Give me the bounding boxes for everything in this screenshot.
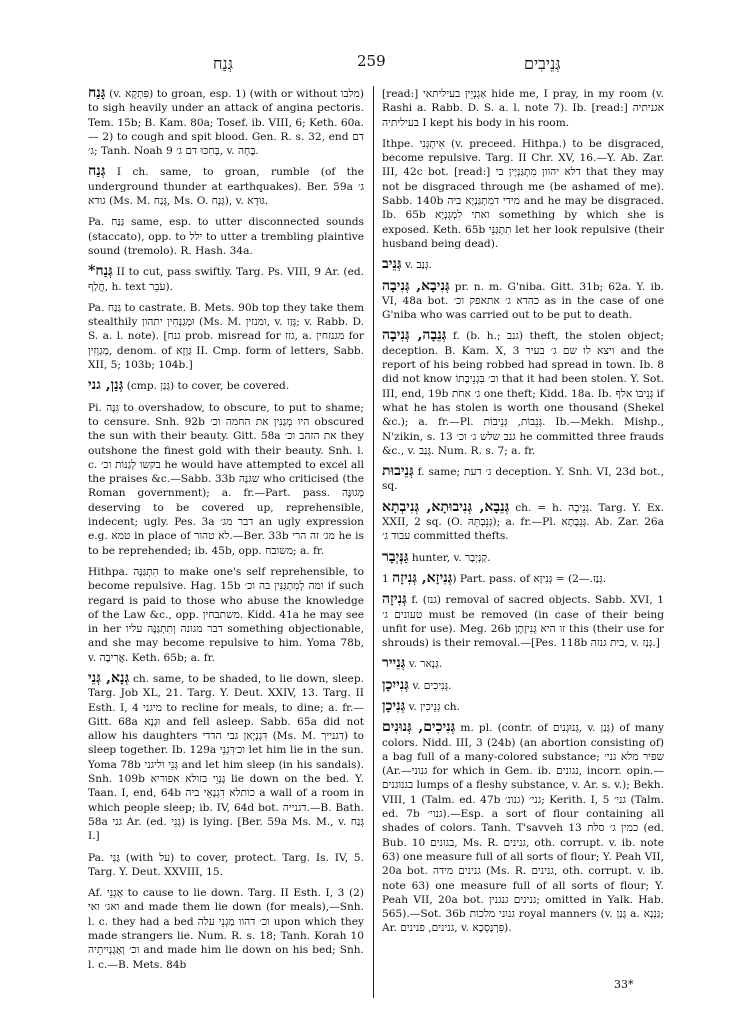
- dictionary-entry: [88, 86, 364, 158]
- entry-text: pr. n. m. G'niba. Gitt. 31b; 62a. Y. ib. VI, 48a bot. כהדא ג׳ אתאפק וכ׳ as in the case of one G'niba who was carried out to be put to death.: [382, 280, 664, 322]
- dictionary-entry: [382, 592, 664, 650]
- entry-text: I ch. same, to groan, rumble (of the underground thunder at earthquakes). Ber. 59a ג׳ גודא (Ms. M. גָּנַח, Ms. O. גְּנָח), v. גּוּדָא.: [88, 166, 364, 208]
- page-number: 259: [357, 52, 386, 70]
- entry-headword: *גְּנַח: [88, 263, 113, 280]
- entry-headword: גְּנֵבָא, גְּנִיבוּתָא, גְּנִיבְתָא: [382, 498, 510, 515]
- entry-text: f. same; ג׳ דעת deception. Y. Snh. VI, 23d bot., sq.: [382, 466, 664, 493]
- dictionary-entry: [88, 378, 364, 393]
- dictionary-entry: [88, 564, 364, 665]
- entry-text: Pa. גַּנַּח same, esp. to utter disconnected sounds (staccato), opp. to ילל to utter a trembling plaintive sound (tremolo). R. Hash. 34a.: [88, 216, 364, 257]
- entry-text: Hithpa. הִתְגַּנָּה to make one's self reprehensible, to become repulsive. Hag. 15b ומה לְמִתְגַּנִּין בה וכ׳ if such regard is paid to those who abuse the knowledge of the Law &c., opp. משתבחין. Kidd. 41a he may see in her דבר מגונה וְתִתְגַּנֶּה עליו something objectionable, and she may become repulsive to him. Yoma 78b, v. אֲרִיבָה. Keth. 65b; a. fr.: [88, 565, 364, 664]
- dictionary-entry: [88, 164, 364, 208]
- entry-headword: גְּנִיכִים, גְּנוּנִים: [382, 719, 456, 736]
- dictionary-entry: [88, 300, 364, 372]
- left-column: [88, 86, 364, 978]
- entry-headword: גְּנִיכָן: [382, 697, 406, 714]
- entry-text: ch. same, to be shaded, to lie down, sleep. Targ. Job XL, 21. Targ. Y. Deut. XXIV, 13. Targ. II Esth. I, 4 מיגני to recline for meals, to dine; a. fr.— Gitt. 68a וּגְנָא and fell asleep. Sabb. 65a did not allow his daughters דִּגְנְיָאן גבי הדדי (Ms. M. דגנייך) to sleep together. Ib. 129a וכ׳דִּגְנֵי let him lie in the sun. Yoma 78b גְּנֵי וליגני and let him sleep (in his sandals). Snh. 109b גָּנְוֵי בזולא אפוריא lie down on the bed. Y. Taan. I, end, 64b כותלא דִגְנָאֵי ביה a wall of a room in which people sleep; ib. IV, 64d bot. דגנייה.—B. Bath. 58a גני Ar. (ed. גָּנֵי) is lying. [Ber. 59a Ms. M., v. גְּנַח I.]: [88, 672, 365, 843]
- entry-headword: גְּנִיבָא, גְּנִיבָה: [382, 277, 450, 294]
- entry-text: 1) Part. pass. of גְּנַז.—2) = גְּנִיזָא.: [382, 572, 607, 585]
- dictionary-entry: [382, 464, 664, 494]
- dictionary-entry: [382, 279, 664, 323]
- right-column: [382, 86, 664, 942]
- dictionary-entry: [88, 400, 364, 558]
- dictionary-entry: [382, 136, 664, 251]
- entry-headword: גָּנַח: [88, 85, 106, 101]
- entry-text: v. גְּנֵיכִין ch.: [408, 700, 460, 713]
- column-divider: [373, 86, 374, 998]
- entry-headword: גְּנַן, גני: [88, 377, 124, 394]
- dictionary-entry: [382, 656, 664, 671]
- entry-headword: גַּנְּיְבָר: [382, 548, 409, 565]
- dictionary-entry: [88, 850, 364, 880]
- entry-headword: גְּנֵיב: [382, 256, 402, 273]
- dictionary-entry: [382, 571, 664, 586]
- dictionary-entry: [382, 550, 664, 565]
- entry-headword: גְּנִייִכָן: [382, 676, 409, 693]
- entry-text: m. pl. (contr. of גְּנוּגְנִים, v. גָּנַן) of many colors. Nidd. III, 3 (24b) (an abortion consisting of) a bag full of a many-colored substance; שפיר מלא גני׳ (Ar.—גנוני for which in Gem. ib. נגונים, incorr. opin.— בגנוגנים lumps of a fleshy substance, v. Ar. s. v.); Bekh. VIII, 1 (Talm. ed. 47b גנונ׳) גני׳; Kerith. I, 5 גני׳ (Talm. ed. 7b גנוי׳).—Esp. a sort of flour containing all shades of colors. Tanh. T'savveh 13 כמין ג׳ סלת (ed. Bub. 10 בגונים, Ms. R. גנינים, oth. corrupt. v. ib. note 63) one measure full of all sorts of flour; Y. Peah VII, 20a bot. גנינים מידה (Ms. R. גנינים, oth. corrupt. v. ib. note 63) one measure full of all sorts of flour; Y. Peah VII, 20a bot. גנינים גנגנין; omitted in Yalk. Hab. 565).—Sot. 36b גנוני מלכות royal manners (v. גָּנַן a. גַּנְנָא; Ar. גנינים, פנינים, v. פִּרְנָסְכָא).: [382, 722, 665, 935]
- header-left-word: גְּנַח: [213, 54, 233, 73]
- dictionary-entry: [88, 671, 364, 844]
- entry-headword: גְּנָא, גְּנֵי: [88, 669, 130, 686]
- entry-text: ch. = h. גְּנֵיבָה. Targ. Y. Ex. XXII, 2 sq. (O. גְּנֵבְתֵּהּ); a. fr.—Pl. גְּנֵבָתָא. Ab. Zar. 26a עבוד ג׳ committed thefts.: [382, 501, 665, 543]
- dictionary-entry: [382, 257, 664, 272]
- dictionary-entry: [382, 500, 664, 544]
- entry-text: [read:] אַגְנְיֵין בעיליתאי hide me, I pray, in my room (v. Rashi a. Rabb. D. S. a. l. note 7). Ib. [read:] אגניתיה בעיליתיה I kept his body in his room.: [382, 88, 664, 129]
- entry-text: Pa. גַּנַּח to castrate. B. Mets. 90b top they take them stealthily וּמְגַנְּחִין יתהון (Ms. M. ומנזין, v. גְּזַז; v. Rabb. D. S. a. l. note). [גנח prob. misread for גזז, a. מגנזחין for מְגַוְזִין, denom. of גַּוְזָא II. Cmp. form of letters, Sabb. XII, 5; 103b; 104b.]: [88, 301, 364, 372]
- entry-headword: גְּנַח: [88, 163, 106, 180]
- entry-text: f. (b. h.; גנב) theft, the stolen object; deception. B. Kam. X, 3 ויצא לו שם ג׳ בעיר and the report of his being robbed had spread in town. Ib. 8 did not know וכ׳ בִּגְנֵיבָתוֹ that it had been stolen. Y. Sot. III, end, 19b ג׳ אחת one theft; Kidd. 18a. Ib. גְּנֵיבוֹ אלף if what he has stolen is worth one thousand (Shekel &c.); a. fr.—Pl. גְּנֵבוֹת, גְּנֵיבוֹת. Ib.—Mekh. Mishp., N'zikin, s. 13 גנב שלש ג׳ וכ׳ he committed three frauds &c., v. גְּנַב. Num. R. s. 7; a. fr.: [382, 330, 665, 457]
- entry-text: v. גְּנָאר.: [408, 658, 443, 671]
- entry-headword: גְּנֵיבוּת: [382, 463, 414, 480]
- signature-mark: 33*: [614, 978, 634, 991]
- entry-headword: גְּנִיזָה: [382, 591, 407, 608]
- dictionary-entry: [382, 678, 664, 693]
- dictionary-entry: [382, 328, 664, 458]
- entry-headword: גְּנִיזָא, גְּנִיזָה: [392, 569, 453, 586]
- entry-headword: גְּנֵבָה, גְּנִיבָה: [382, 327, 447, 344]
- dictionary-entry: [88, 885, 364, 972]
- entry-text: v. גְּנַב.: [404, 259, 432, 272]
- entry-text: (cmp. גָּנַן) to cover, be covered.: [126, 380, 290, 393]
- entry-text: v. גְּנִיכִים.: [412, 679, 452, 692]
- entry-text: Af. אַגְנֵי to cause to lie down. Targ. II Esth. I, 3 (2) ואג׳ ואי and made them lie down (for meals),—Snh. l. c. they had a bed וכ׳ דהוו מַגְנֵי עלה upon which they made strangers lie. Num. R. s. 18; Tanh. Korah 10 וכ׳ וְאַגְנְיִיתֵיה and made him lie down on his bed; Snh. l. c.—B. Mets. 84b: [88, 887, 364, 971]
- dictionary-entry: [382, 699, 664, 714]
- dictionary-entry: [382, 720, 664, 935]
- dictionary-entry: [88, 264, 364, 294]
- entry-text: Ithpe. אִיתְגְּנִי (v. preceed. Hithpa.) to be disgraced, become repulsive. Targ. II Chr. XV, 16.—Y. Ab. Zar. III, 42c bot. [read:] דלא יהוון מִתְגַּנְיָין בי that they may not be disgraced through me (be ashamed of me). Sabb. 140b מידי דמִתְגַּנְיָא ביה and he may be disgraced. Ib. 65b ואתי לִמְגְנְיָא something by which she is exposed. Keth. 65b תִתְגַּנֵּי let her look repulsive (their husband being dead).: [382, 137, 665, 250]
- entry-text: hunter, v. קַנְיְבָר.: [411, 551, 491, 564]
- entry-text: (v. פִּתְקָא) to groan, esp. 1) (with or without מלבו) to sigh heavily under an attack of angina pectoris. Tem. 15b; B. Kam. 80a; Tosef. ib. VIII, 6; Keth. 60a.— 2) to cough and spit blood. Gen. R. s. 32, end דם ג׳; Tanh. Noah 9 בְּחִכּוּ דם ג׳, v. בָּחָה.: [88, 88, 364, 158]
- header-right-word: גְּנֵיבִים: [524, 54, 561, 73]
- entry-text: f. (גנז) removal of sacred objects. Sabb. XVI, 1 טעונים ג׳ must be removed (in case of their being unfit for use). Meg. 26b זו היא גְּנִיזָתָן this (their use for shrouds) is their removal.—[Pes. 118b בית גנזה, v. גְּנַז.]: [382, 594, 664, 650]
- entry-headword: גְּנֵייר: [382, 655, 406, 672]
- entry-text: II to cut, pass swiftly. Targ. Ps. VIII, 9 Ar. (ed. חֲלַף, h. text עֹבֵר).: [88, 266, 364, 293]
- dictionary-entry: [88, 214, 364, 258]
- entry-text: Pi. גִּנָּה to overshadow, to obscure, to put to shame; to censure. Snh. 92b היו מְגַנִּין את החמה וכ׳ obscured the sun with their beauty. Gitt. 58a את הזהב וכ׳ they outshone the finest gold with their beauty. Snh. l. c. בקשו לְגַנּוֹת וכ׳ he would have attempted to excel all the praises &c.—Sabb. 33b שגִּנָּה who criticised (the Roman government); a. fr.—Part. pass. מְגוּנֶּה deserving to be covered up, reprehensible, indecent; ugly. Pes. 3a דבר מג׳ an ugly expression e.g. טמא in place of לא טהור.—Ber. 33b מג׳ זה הרי he is to be reprehended; ib. 45b, opp. משובח; a. fr.: [88, 401, 365, 557]
- entry-text: Pa. גַּנִּי (with על) to cover, protect. Targ. Is. IV, 5. Targ. Y. Deut. XXVIII, 15.: [88, 851, 365, 878]
- running-header: [0, 52, 750, 76]
- dictionary-entry: [382, 86, 664, 130]
